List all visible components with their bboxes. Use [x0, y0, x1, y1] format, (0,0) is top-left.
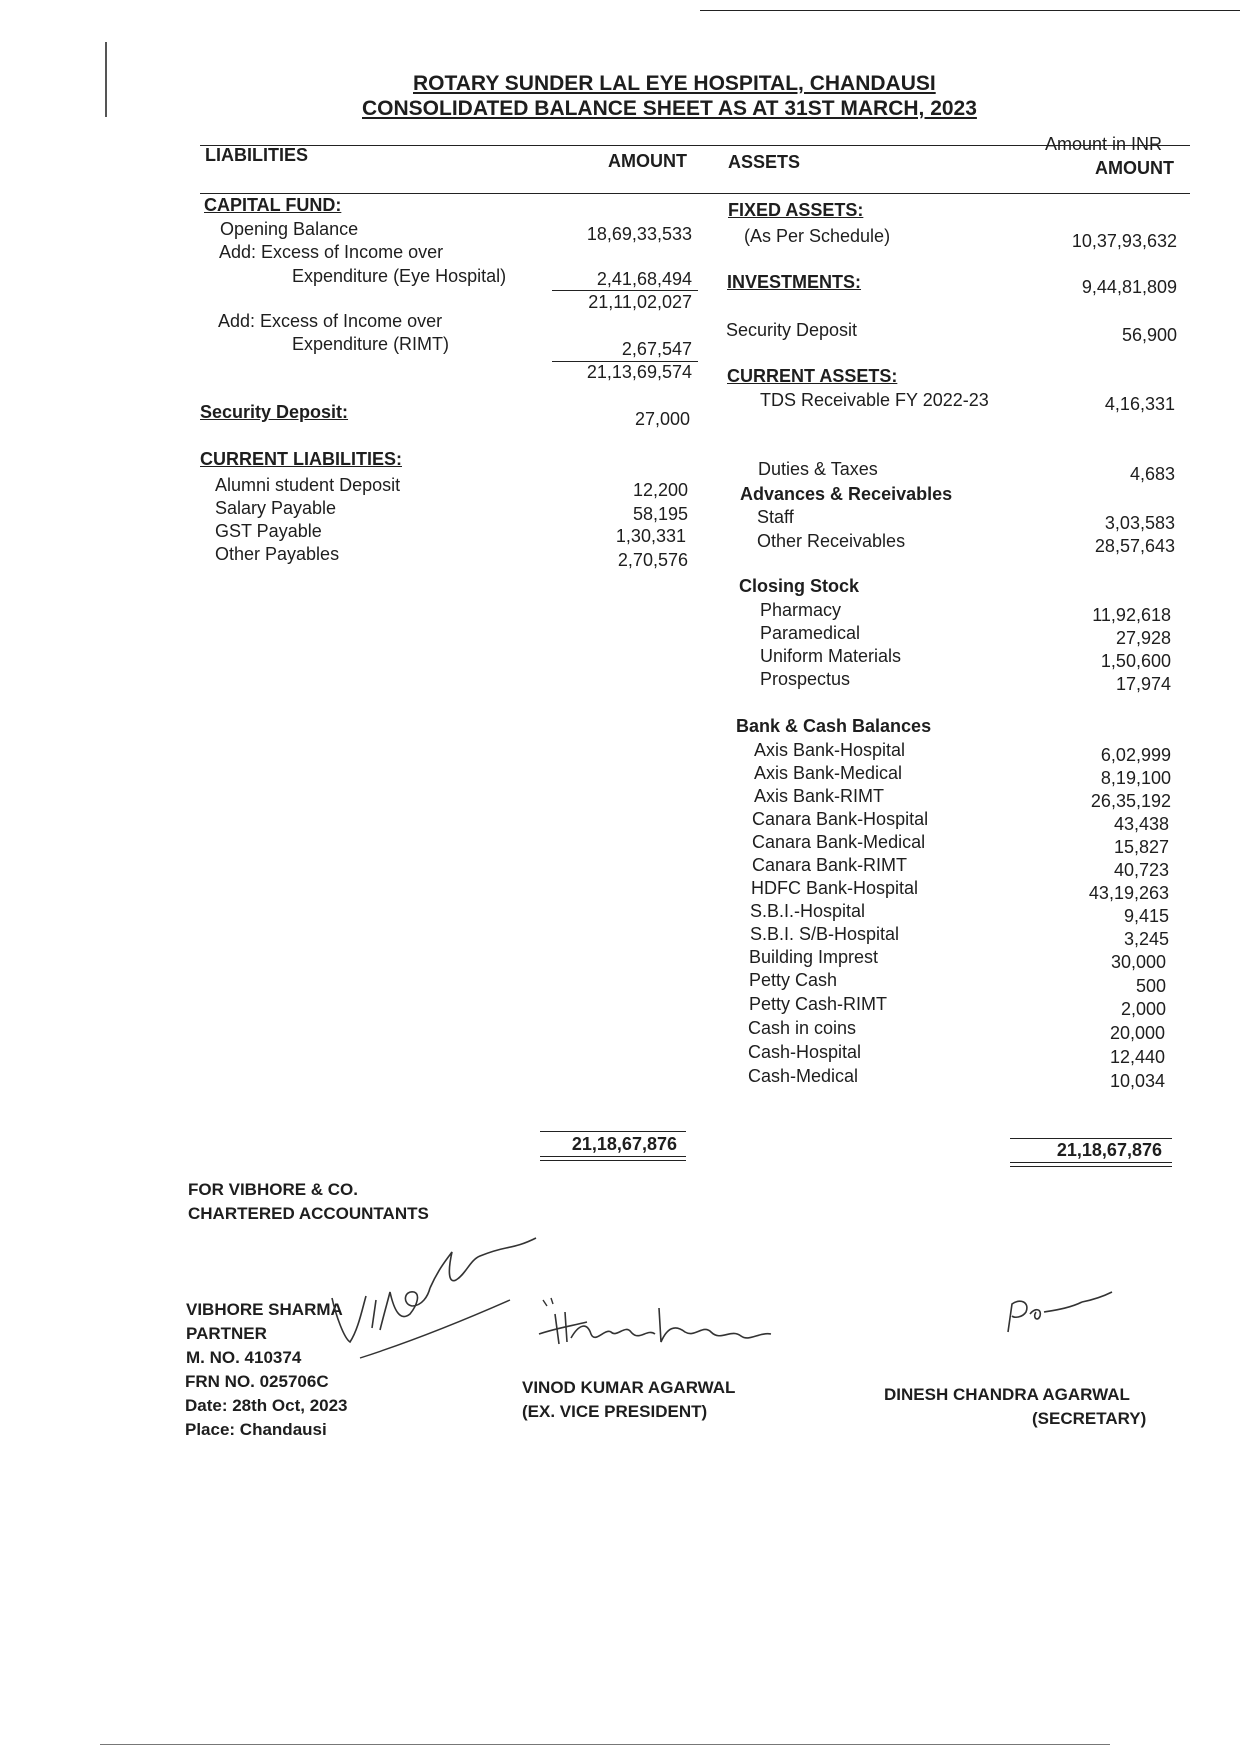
- bank-item-label: Cash in coins: [748, 1018, 857, 1038]
- excess-rimt-amount: 2,67,547: [621, 339, 692, 359]
- staff-amount: 3,03,583: [1104, 513, 1175, 533]
- bank-item-label: S.B.I.-Hospital: [750, 901, 866, 921]
- bank-item-amount: 6,02,999: [1100, 745, 1171, 765]
- investments-amount: 9,44,81,809: [1081, 277, 1177, 297]
- current-liability-amount: 2,70,576: [617, 550, 688, 570]
- current-liabilities-heading: CURRENT LIABILITIES:: [200, 449, 402, 469]
- amount-header-left: AMOUNT: [608, 151, 687, 171]
- margin-mark: [105, 42, 107, 117]
- capital-fund-heading: CAPITAL FUND:: [204, 195, 342, 215]
- subtotal-2-amount: 21,13,69,574: [586, 362, 692, 382]
- bank-item-amount: 20,000: [1109, 1023, 1165, 1043]
- bank-item-label: Petty Cash-RIMT: [749, 994, 888, 1014]
- current-liability-amount: 58,195: [632, 504, 688, 524]
- bank-item-label: Axis Bank-Hospital: [754, 740, 906, 760]
- opening-balance-amount: 18,69,33,533: [586, 224, 692, 244]
- bank-item-label: Canara Bank-Hospital: [752, 809, 929, 829]
- security-deposit-asset-amount: 56,900: [1121, 325, 1177, 345]
- auditor-firm: FOR VIBHORE & CO.: [188, 1180, 359, 1199]
- signatory-1-membership: M. NO. 410374: [186, 1348, 302, 1367]
- bank-item-amount: 43,438: [1113, 814, 1169, 834]
- security-deposit-heading: Security Deposit:: [200, 402, 349, 422]
- duties-taxes-amount: 4,683: [1129, 464, 1175, 484]
- page-title: ROTARY SUNDER LAL EYE HOSPITAL, CHANDAUSI: [413, 72, 936, 95]
- excess-rimt-label: Expenditure (RIMT): [292, 334, 450, 354]
- stock-item-amount: 1,50,600: [1100, 651, 1171, 671]
- current-liability-label: Salary Payable: [215, 498, 337, 518]
- opening-balance-label: Opening Balance: [220, 219, 359, 239]
- signatory-3-title: (SECRETARY): [1032, 1409, 1147, 1428]
- bank-item-label: Cash-Medical: [748, 1066, 859, 1086]
- add-excess-1-label: Add: Excess of Income over: [219, 242, 444, 262]
- current-liability-amount: 12,200: [632, 480, 688, 500]
- signature-dinesh: [1000, 1288, 1120, 1338]
- assets-header: ASSETS: [728, 152, 801, 172]
- page-subtitle: CONSOLIDATED BALANCE SHEET AS AT 31ST MARCH, 2023: [362, 97, 977, 120]
- stock-item-amount: 27,928: [1115, 628, 1171, 648]
- excess-eye-hospital-label: Expenditure (Eye Hospital): [292, 266, 507, 286]
- bank-item-amount: 15,827: [1113, 837, 1169, 857]
- current-liability-label: Other Payables: [215, 544, 340, 564]
- current-liability-amount: 1,30,331: [615, 526, 686, 546]
- bank-item-label: HDFC Bank-Hospital: [751, 878, 919, 898]
- bank-item-amount: 500: [1135, 976, 1166, 996]
- bottom-border-line: [100, 1744, 1110, 1745]
- other-receivables-label: Other Receivables: [757, 531, 906, 551]
- subtotal-1-line: [552, 290, 698, 291]
- bank-item-label: Canara Bank-RIMT: [752, 855, 908, 875]
- liabilities-total: 21,18,67,876: [571, 1134, 677, 1154]
- bank-item-amount: 2,000: [1120, 999, 1166, 1019]
- signatory-3-name: DINESH CHANDRA AGARWAL: [884, 1385, 1130, 1404]
- current-assets-heading: CURRENT ASSETS:: [727, 366, 898, 386]
- other-receivables-amount: 28,57,643: [1094, 536, 1175, 556]
- add-excess-2-label: Add: Excess of Income over: [218, 311, 443, 331]
- bank-item-label: S.B.I. S/B-Hospital: [750, 924, 900, 944]
- liabilities-total-line-2: [540, 1160, 686, 1161]
- signatory-1-name: VIBHORE SHARMA: [186, 1300, 343, 1319]
- fixed-assets-amount: 10,37,93,632: [1071, 231, 1177, 251]
- stock-item-label: Pharmacy: [760, 600, 842, 620]
- amount-header-right: AMOUNT: [1095, 158, 1174, 178]
- advances-heading: Advances & Receivables: [740, 484, 953, 504]
- closing-stock-heading: Closing Stock: [739, 576, 860, 596]
- assets-total-top-line: [1010, 1138, 1172, 1139]
- liabilities-total-line-1: [540, 1156, 686, 1157]
- bank-item-amount: 10,034: [1109, 1071, 1165, 1091]
- staff-label: Staff: [757, 507, 794, 527]
- subtotal-1-amount: 21,11,02,027: [588, 292, 692, 312]
- stock-item-label: Uniform Materials: [760, 646, 902, 666]
- assets-total-line-1: [1010, 1162, 1172, 1163]
- stock-item-amount: 17,974: [1115, 674, 1171, 694]
- liabilities-header: LIABILITIES: [205, 145, 308, 165]
- signatory-1-title: PARTNER: [186, 1324, 267, 1343]
- signature-vibhore: [320, 1230, 560, 1370]
- bank-item-amount: 43,19,263: [1088, 883, 1169, 903]
- current-liability-label: Alumni student Deposit: [215, 475, 401, 495]
- signatory-1-date: Date: 28th Oct, 2023: [185, 1396, 348, 1415]
- signatory-1-place: Place: Chandausi: [185, 1420, 327, 1439]
- currency-note: Amount in INR: [1045, 134, 1163, 154]
- signatory-1-frn: FRN NO. 025706C: [185, 1372, 329, 1391]
- investments-heading: INVESTMENTS:: [727, 272, 862, 292]
- stock-item-label: Paramedical: [760, 623, 861, 643]
- duties-taxes-label: Duties & Taxes: [758, 459, 878, 479]
- bank-item-label: Building Imprest: [749, 947, 879, 967]
- bank-item-amount: 40,723: [1113, 860, 1169, 880]
- bank-item-label: Cash-Hospital: [748, 1042, 862, 1062]
- stock-item-label: Prospectus: [760, 669, 851, 689]
- tds-label: TDS Receivable FY 2022-23: [760, 390, 989, 410]
- signatory-2-title: (EX. VICE PRESIDENT): [522, 1402, 708, 1421]
- bank-item-label: Canara Bank-Medical: [752, 832, 926, 852]
- current-liability-label: GST Payable: [215, 521, 322, 541]
- security-deposit-amount: 27,000: [634, 409, 690, 429]
- bank-item-amount: 3,245: [1123, 929, 1169, 949]
- signatory-2-name: VINOD KUMAR AGARWAL: [522, 1378, 736, 1397]
- tds-amount: 4,16,331: [1104, 394, 1175, 414]
- header-bottom-line: [200, 193, 1190, 194]
- signature-vinod: [535, 1288, 785, 1358]
- assets-total: 21,18,67,876: [1056, 1140, 1162, 1160]
- auditor-designation: CHARTERED ACCOUNTANTS: [188, 1204, 429, 1223]
- liabilities-total-top-line: [540, 1131, 686, 1132]
- bank-item-amount: 8,19,100: [1100, 768, 1171, 788]
- security-deposit-asset-label: Security Deposit: [726, 320, 858, 340]
- bank-item-amount: 26,35,192: [1090, 791, 1171, 811]
- stock-item-amount: 11,92,618: [1092, 605, 1171, 625]
- bank-item-label: Petty Cash: [749, 970, 838, 990]
- top-border-line: [700, 10, 1240, 11]
- bank-item-amount: 12,440: [1109, 1047, 1165, 1067]
- bank-item-amount: 30,000: [1110, 952, 1166, 972]
- fixed-assets-sub-label: (As Per Schedule): [744, 226, 891, 246]
- excess-eye-hospital-amount: 2,41,68,494: [596, 269, 692, 289]
- assets-total-line-2: [1010, 1166, 1172, 1167]
- bank-cash-heading: Bank & Cash Balances: [736, 716, 932, 736]
- fixed-assets-heading: FIXED ASSETS:: [728, 200, 864, 220]
- header-top-line: [200, 145, 1190, 146]
- bank-item-label: Axis Bank-Medical: [754, 763, 903, 783]
- bank-item-amount: 9,415: [1123, 906, 1169, 926]
- bank-item-label: Axis Bank-RIMT: [754, 786, 885, 806]
